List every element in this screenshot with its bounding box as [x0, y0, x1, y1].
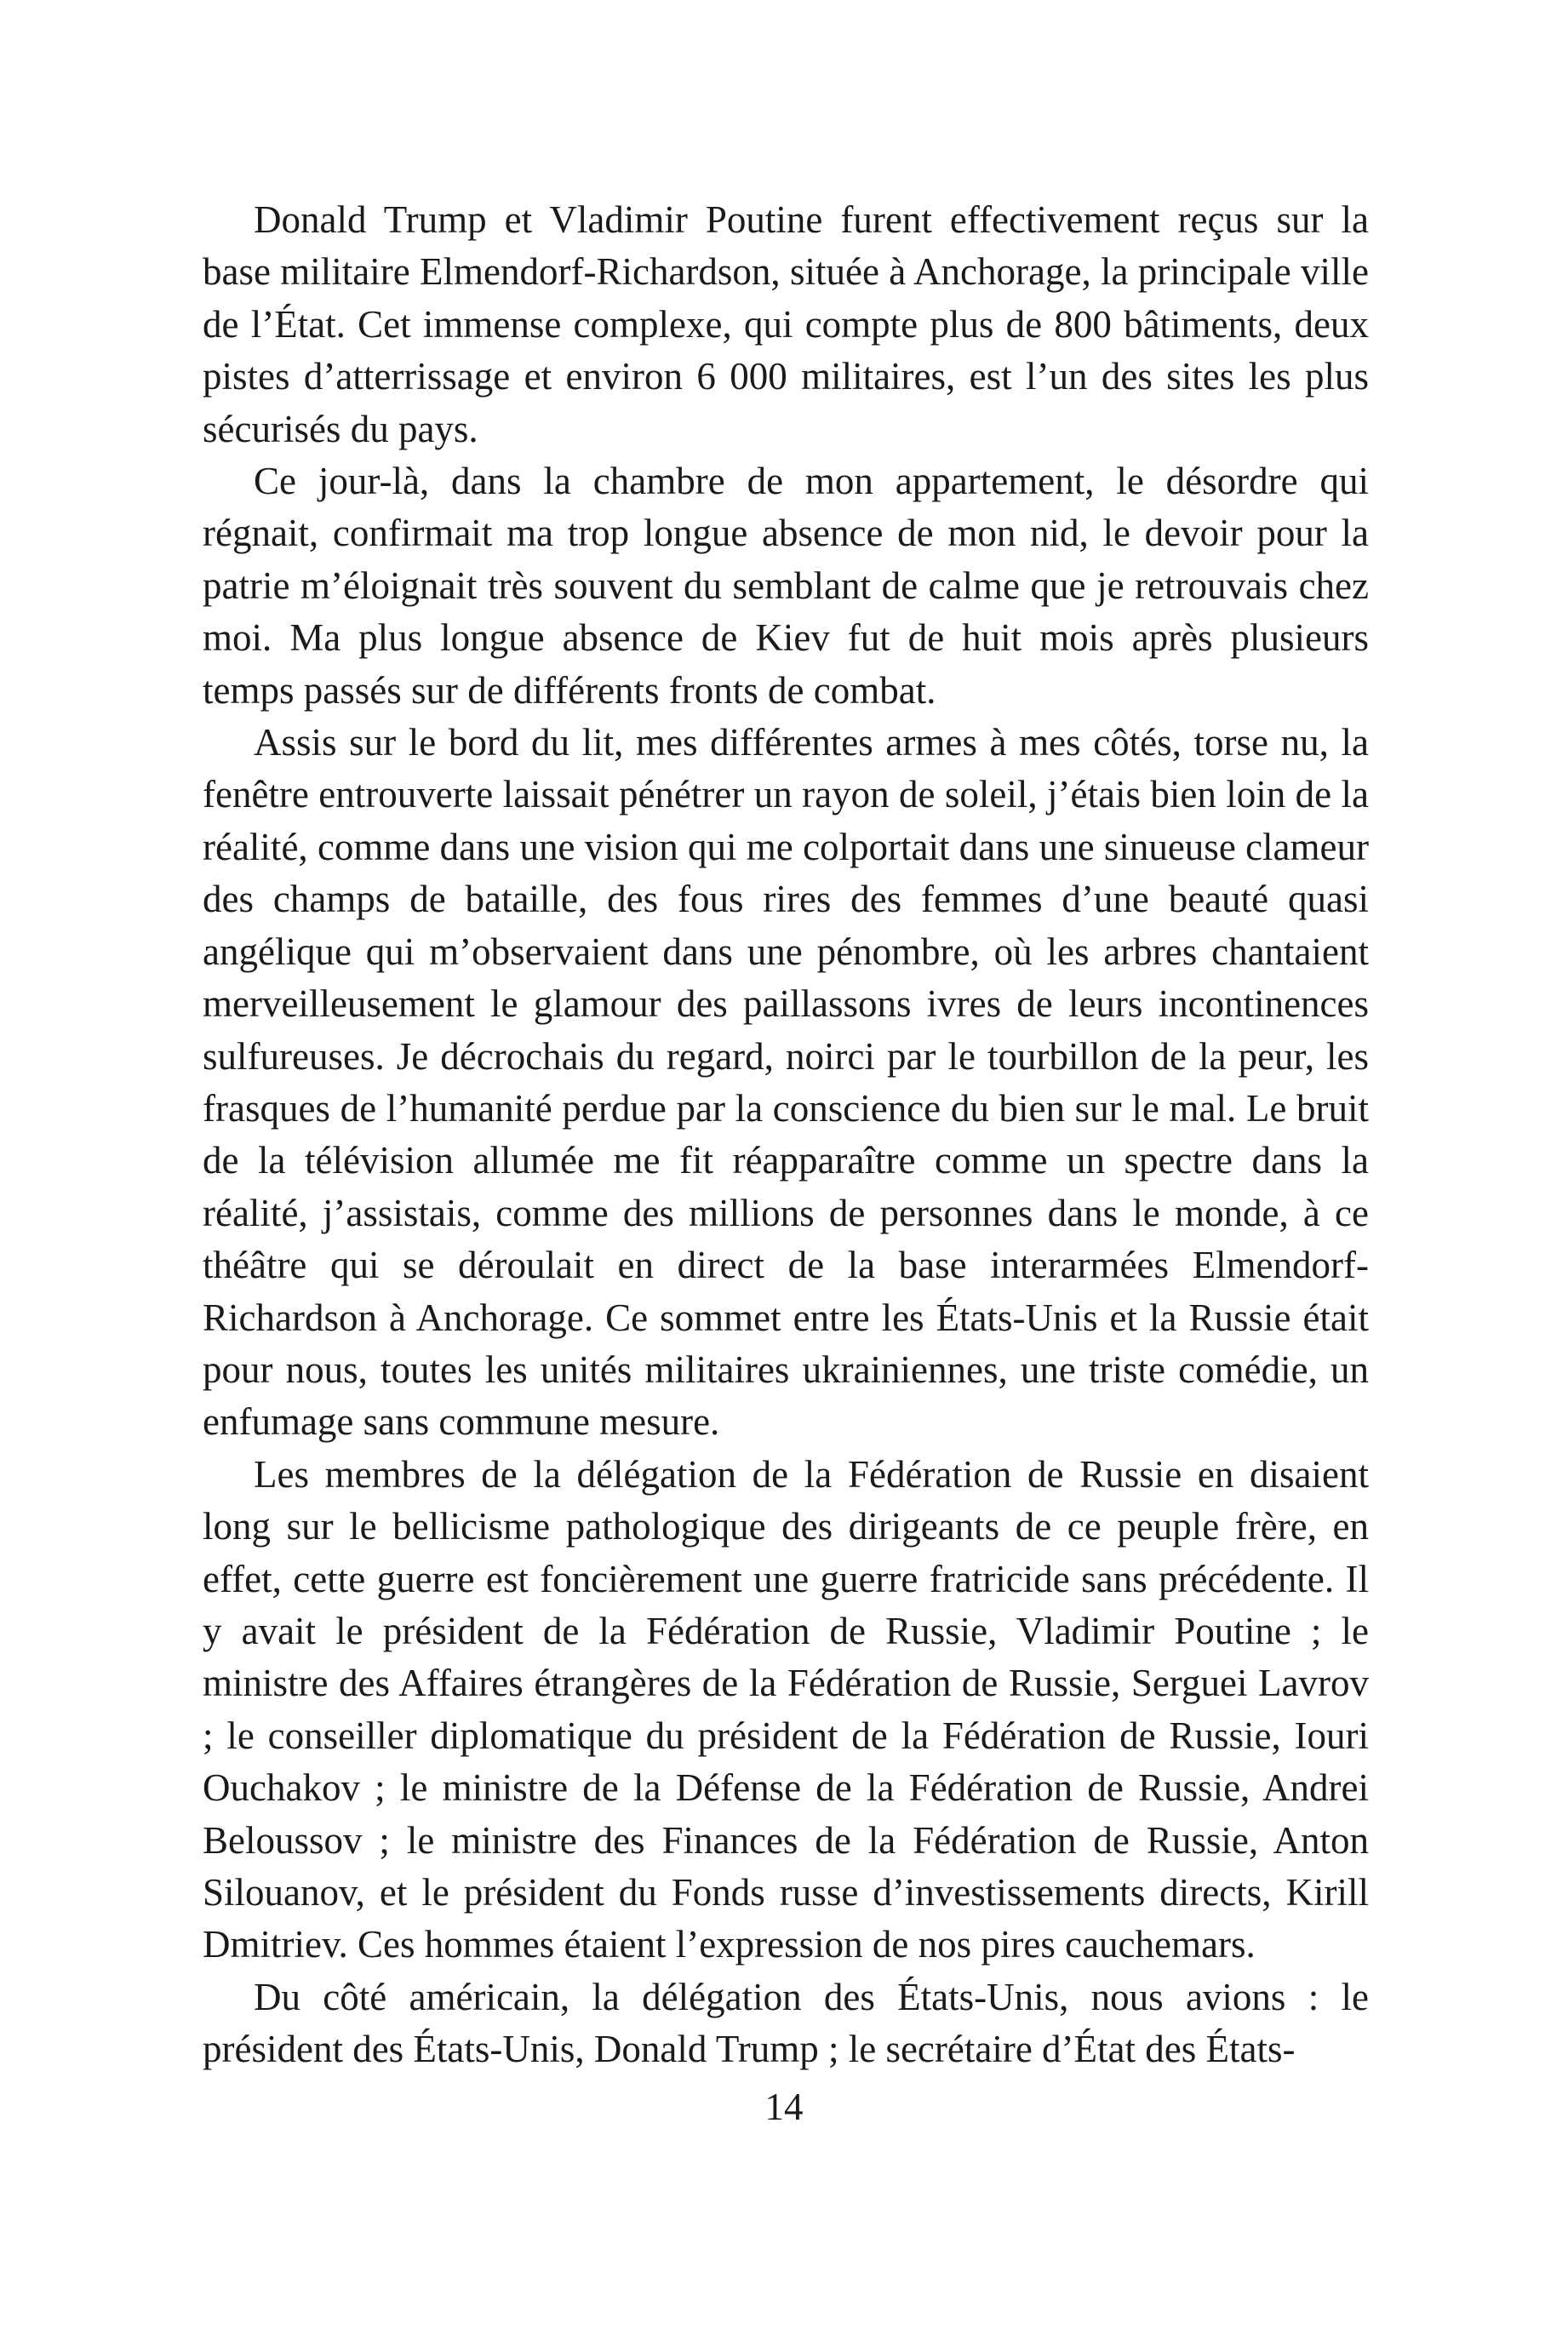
page-body-text [203, 194, 1369, 2177]
paragraph: Assis sur le bord du lit, mes différentes armes à mes côtés, torse nu, la fenêtre entrouverte laissait pénétrer un rayon de soleil, j’étais bien loin de la réalité, comme dans une vision qui me colportait dans une sinueuse clameur des champs de bataille, des fous rires des femmes d’une beauté quasi angélique qui m’observaient dans une pénombre, où les arbres chantaient merveilleusement le glamour des paillassons ivres de leurs incontinences sulfureuses. Je décrochais du regard, noirci par le tourbillon de la peur, les frasques de l’humanité perdue par la conscience du bien sur le mal. Le bruit de la télévision allumée me fit réapparaître comme un spectre dans la réalité, j’assistais, comme des millions de personnes dans le monde, à ce théâtre qui se déroulait en direct de la base interarmées Elmendorf-Richardson à Anchorage. Ce sommet entre les États-Unis et la Russie était pour nous, toutes les unités militaires ukrainiennes, une triste comédie, un enfumage sans commune mesure. [203, 721, 1369, 1444]
paragraph: Ce jour-là, dans la chambre de mon appartement, le désordre qui régnait, confirmait ma trop longue absence de mon nid, le devoir pour la patrie m’éloignait très souvent du semblant de calme que je retrouvais chez moi. Ma plus longue absence de Kiev fut de huit mois après plusieurs temps passés sur de différents fronts de combat. [203, 460, 1369, 712]
page-number: 14 [764, 2086, 804, 2128]
paragraph: Donald Trump et Vladimir Poutine furent effectivement reçus sur la base militaire Elmendorf-Richardson, située à Anchorage, la principale ville de l’État. Cet immense complexe, qui compte plus de 800 bâtiments, deux pistes d’atterrissage et environ 6 000 militaires, est l’un des sites les plus sécurisés du pays. [203, 198, 1369, 450]
paragraph: Les membres de la délégation de la Fédération de Russie en disaient long sur le bellicisme pathologique des dirigeants de ce peuple frère, en effet, cette guerre est foncièrement une guerre fratricide sans précédente. Il y avait le président de la Fédération de Russie, Vladimir Poutine ; le ministre des Affaires étrangères de la Fédération de Russie, Serguei Lavrov ; le conseiller diplomatique du président de la Fédération de Russie, Iouri Ouchakov ; le ministre de la Défense de la Fédération de Russie, Andrei Beloussov ; le ministre des Finances de la Fédération de Russie, Anton Silouanov, et le président du Fonds russe d’investissements directs, Kirill Dmitriev. Ces hommes étaient l’expression de nos pires cauchemars. [203, 1452, 1369, 1966]
paragraph: Du côté américain, la délégation des États-Unis, nous avions : le président des États-Unis, Donald Trump ; le secrétaire d’État des États- [203, 1975, 1369, 2071]
